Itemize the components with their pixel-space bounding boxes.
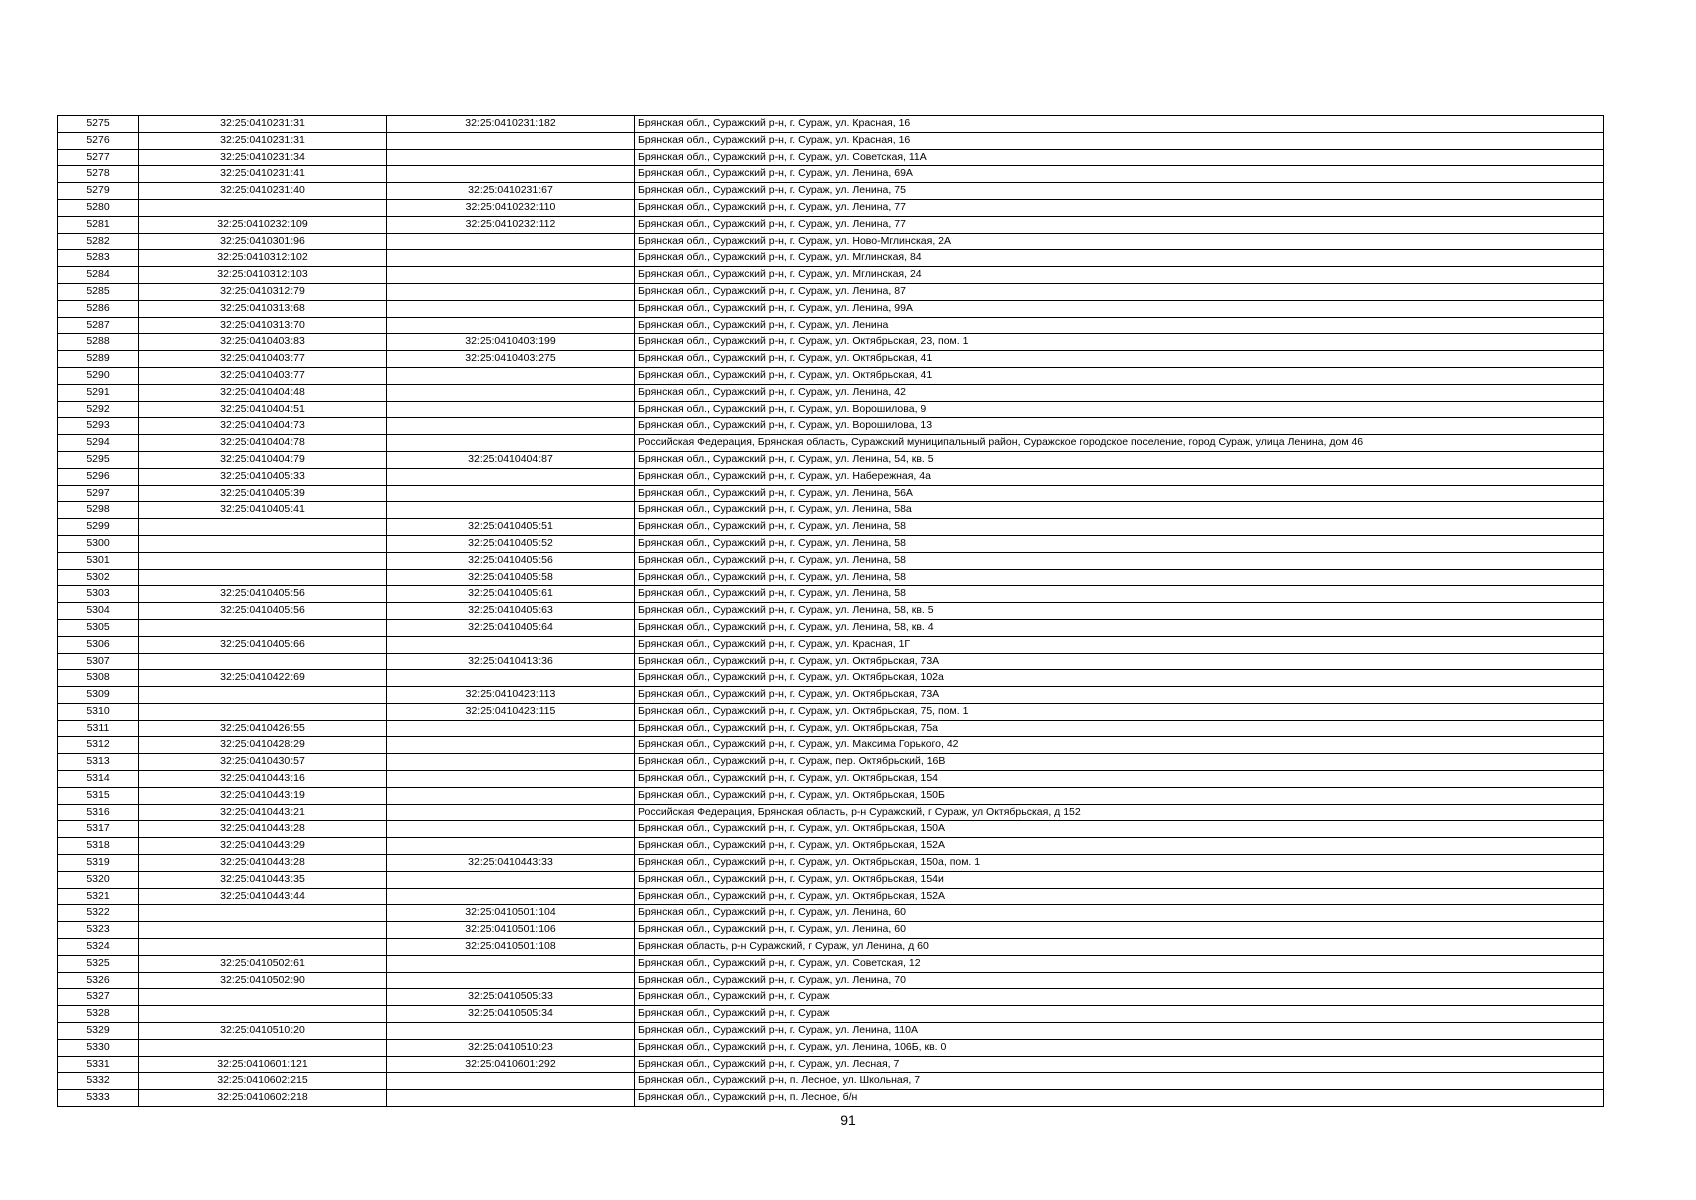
address-cell: Брянская обл., Суражский р-н, г. Сураж, ул. Ленина, 87 (635, 283, 1604, 300)
cadastral-number-cell (139, 703, 387, 720)
row-number-cell: 5327 (58, 989, 139, 1006)
table-row (58, 1006, 1604, 1023)
table-row (58, 502, 1604, 519)
table-row (58, 300, 1604, 317)
object-cadastral-number-cell (387, 821, 635, 838)
object-cadastral-number-cell (387, 771, 635, 788)
object-cadastral-number-cell (387, 418, 635, 435)
address-cell: Брянская обл., Суражский р-н, г. Сураж, пер. Октябрьский, 16В (635, 754, 1604, 771)
table-row (58, 955, 1604, 972)
cadastral-number-cell: 32:25:0410405:39 (139, 485, 387, 502)
address-cell: Брянская обл., Суражский р-н, г. Сураж, ул. Ворошилова, 9 (635, 401, 1604, 418)
cadastral-number-cell: 32:25:0410404:48 (139, 384, 387, 401)
table-row (58, 1090, 1604, 1107)
object-cadastral-number-cell (387, 401, 635, 418)
object-cadastral-number-cell: 32:25:0410423:113 (387, 687, 635, 704)
cadastral-number-cell: 32:25:0410430:57 (139, 754, 387, 771)
object-cadastral-number-cell (387, 317, 635, 334)
table-row (58, 267, 1604, 284)
row-number-cell: 5314 (58, 771, 139, 788)
address-cell: Брянская обл., Суражский р-н, г. Сураж, ул. Красная, 16 (635, 132, 1604, 149)
table-row (58, 1023, 1604, 1040)
table-row (58, 670, 1604, 687)
row-number-cell: 5321 (58, 888, 139, 905)
address-cell: Российская Федерация, Брянская область, Суражский муниципальный район, Суражское городское поселение, город Сураж, улица Ленина, дом 46 (635, 435, 1604, 452)
cadastral-number-cell: 32:25:0410404:78 (139, 435, 387, 452)
table-row (58, 720, 1604, 737)
object-cadastral-number-cell (387, 955, 635, 972)
table-row (58, 972, 1604, 989)
table-row (58, 552, 1604, 569)
table-row (58, 149, 1604, 166)
row-number-cell: 5315 (58, 787, 139, 804)
row-number-cell: 5275 (58, 116, 139, 133)
table-row (58, 603, 1604, 620)
object-cadastral-number-cell: 32:25:0410413:36 (387, 653, 635, 670)
cadastral-number-cell: 32:25:0410422:69 (139, 670, 387, 687)
address-cell: Брянская обл., Суражский р-н, г. Сураж, ул. Октябрьская, 152А (635, 838, 1604, 855)
table-row (58, 838, 1604, 855)
table-row (58, 1056, 1604, 1073)
object-cadastral-number-cell: 32:25:0410403:275 (387, 351, 635, 368)
object-cadastral-number-cell (387, 1073, 635, 1090)
address-cell: Брянская обл., Суражский р-н, г. Сураж, ул. Ленина, 58, кв. 4 (635, 619, 1604, 636)
table-row (58, 804, 1604, 821)
table-row (58, 485, 1604, 502)
object-cadastral-number-cell: 32:25:0410405:58 (387, 569, 635, 586)
object-cadastral-number-cell (387, 267, 635, 284)
address-cell: Брянская обл., Суражский р-н, г. Сураж, ул. Октябрьская, 150А (635, 821, 1604, 838)
address-cell: Брянская обл., Суражский р-н, п. Лесное, ул. Школьная, 7 (635, 1073, 1604, 1090)
object-cadastral-number-cell: 32:25:0410403:199 (387, 334, 635, 351)
address-cell: Брянская обл., Суражский р-н, г. Сураж (635, 1006, 1604, 1023)
address-cell: Брянская обл., Суражский р-н, г. Сураж, ул. Октябрьская, 152А (635, 888, 1604, 905)
row-number-cell: 5307 (58, 653, 139, 670)
row-number-cell: 5332 (58, 1073, 139, 1090)
table-row (58, 435, 1604, 452)
cadastral-number-cell: 32:25:0410404:79 (139, 451, 387, 468)
row-number-cell: 5283 (58, 250, 139, 267)
object-cadastral-number-cell: 32:25:0410231:67 (387, 183, 635, 200)
address-cell: Брянская обл., Суражский р-н, г. Сураж, ул. Октябрьская, 23, пом. 1 (635, 334, 1604, 351)
row-number-cell: 5305 (58, 619, 139, 636)
cadastral-number-cell: 32:25:0410510:20 (139, 1023, 387, 1040)
address-cell: Брянская обл., Суражский р-н, г. Сураж, ул. Октябрьская, 154и (635, 871, 1604, 888)
table-row (58, 619, 1604, 636)
row-number-cell: 5313 (58, 754, 139, 771)
address-cell: Брянская обл., Суражский р-н, п. Лесное, б/н (635, 1090, 1604, 1107)
cadastral-number-cell: 32:25:0410405:56 (139, 603, 387, 620)
row-number-cell: 5295 (58, 451, 139, 468)
row-number-cell: 5330 (58, 1039, 139, 1056)
row-number-cell: 5316 (58, 804, 139, 821)
object-cadastral-number-cell (387, 737, 635, 754)
table-row (58, 384, 1604, 401)
table-row (58, 569, 1604, 586)
table-row (58, 334, 1604, 351)
address-cell: Брянская обл., Суражский р-н, г. Сураж, ул. Ленина, 42 (635, 384, 1604, 401)
address-cell: Брянская обл., Суражский р-н, г. Сураж, ул. Ленина, 58 (635, 586, 1604, 603)
row-number-cell: 5312 (58, 737, 139, 754)
table-row (58, 233, 1604, 250)
cadastral-number-cell: 32:25:0410405:33 (139, 468, 387, 485)
cadastral-number-cell (139, 922, 387, 939)
address-cell: Брянская обл., Суражский р-н, г. Сураж, ул. Октябрьская, 75а (635, 720, 1604, 737)
object-cadastral-number-cell: 32:25:0410405:51 (387, 519, 635, 536)
address-cell: Брянская обл., Суражский р-н, г. Сураж, ул. Октябрьская, 73А (635, 653, 1604, 670)
row-number-cell: 5333 (58, 1090, 139, 1107)
row-number-cell: 5302 (58, 569, 139, 586)
address-cell: Брянская обл., Суражский р-н, г. Сураж, ул. Ленина, 58 (635, 552, 1604, 569)
row-number-cell: 5328 (58, 1006, 139, 1023)
object-cadastral-number-cell (387, 367, 635, 384)
object-cadastral-number-cell: 32:25:0410232:110 (387, 199, 635, 216)
row-number-cell: 5279 (58, 183, 139, 200)
table-row (58, 283, 1604, 300)
row-number-cell: 5277 (58, 149, 139, 166)
table-row (58, 871, 1604, 888)
table-row (58, 519, 1604, 536)
object-cadastral-number-cell: 32:25:0410505:34 (387, 1006, 635, 1023)
cadastral-number-cell: 32:25:0410312:102 (139, 250, 387, 267)
cadastral-number-cell: 32:25:0410231:40 (139, 183, 387, 200)
row-number-cell: 5280 (58, 199, 139, 216)
row-number-cell: 5285 (58, 283, 139, 300)
object-cadastral-number-cell (387, 166, 635, 183)
cadastral-number-cell: 32:25:0410443:19 (139, 787, 387, 804)
cadastral-number-cell: 32:25:0410313:68 (139, 300, 387, 317)
address-cell: Брянская обл., Суражский р-н, г. Сураж, ул. Ленина, 54, кв. 5 (635, 451, 1604, 468)
address-cell: Брянская обл., Суражский р-н, г. Сураж, ул. Октябрьская, 75, пом. 1 (635, 703, 1604, 720)
address-cell: Брянская обл., Суражский р-н, г. Сураж, ул. Ленина, 77 (635, 216, 1604, 233)
cadastral-number-cell: 32:25:0410405:66 (139, 636, 387, 653)
object-cadastral-number-cell (387, 283, 635, 300)
table-row (58, 1039, 1604, 1056)
cadastral-number-cell: 32:25:0410231:31 (139, 132, 387, 149)
address-cell: Брянская обл., Суражский р-н, г. Сураж, ул. Ленина, 58, кв. 5 (635, 603, 1604, 620)
address-cell: Брянская обл., Суражский р-н, г. Сураж, ул. Ленина, 106Б, кв. 0 (635, 1039, 1604, 1056)
table-row (58, 636, 1604, 653)
row-number-cell: 5287 (58, 317, 139, 334)
object-cadastral-number-cell: 32:25:0410404:87 (387, 451, 635, 468)
object-cadastral-number-cell: 32:25:0410501:108 (387, 939, 635, 956)
cadastral-number-cell: 32:25:0410301:96 (139, 233, 387, 250)
row-number-cell: 5323 (58, 922, 139, 939)
object-cadastral-number-cell (387, 250, 635, 267)
cadastral-number-cell: 32:25:0410443:16 (139, 771, 387, 788)
cadastral-number-cell (139, 905, 387, 922)
row-number-cell: 5329 (58, 1023, 139, 1040)
table-row (58, 703, 1604, 720)
row-number-cell: 5298 (58, 502, 139, 519)
object-cadastral-number-cell (387, 804, 635, 821)
address-cell: Брянская обл., Суражский р-н, г. Сураж, ул. Ленина, 110А (635, 1023, 1604, 1040)
table-row (58, 367, 1604, 384)
address-cell: Брянская обл., Суражский р-н, г. Сураж, ул. Набережная, 4а (635, 468, 1604, 485)
cadastral-number-cell: 32:25:0410443:29 (139, 838, 387, 855)
cadastral-number-cell (139, 619, 387, 636)
address-cell: Брянская обл., Суражский р-н, г. Сураж, ул. Октябрьская, 41 (635, 367, 1604, 384)
object-cadastral-number-cell (387, 384, 635, 401)
cadastral-number-cell: 32:25:0410231:31 (139, 116, 387, 133)
cadastral-number-cell (139, 552, 387, 569)
table-row (58, 250, 1604, 267)
object-cadastral-number-cell (387, 720, 635, 737)
address-cell: Брянская обл., Суражский р-н, г. Сураж, ул. Ленина, 69А (635, 166, 1604, 183)
row-number-cell: 5297 (58, 485, 139, 502)
address-cell: Брянская обл., Суражский р-н, г. Сураж, ул. Октябрьская, 102а (635, 670, 1604, 687)
table-row (58, 166, 1604, 183)
row-number-cell: 5326 (58, 972, 139, 989)
page-number: 91 (840, 1112, 856, 1128)
table-row (58, 317, 1604, 334)
row-number-cell: 5281 (58, 216, 139, 233)
table-row (58, 468, 1604, 485)
row-number-cell: 5299 (58, 519, 139, 536)
row-number-cell: 5286 (58, 300, 139, 317)
cadastral-number-cell: 32:25:0410502:61 (139, 955, 387, 972)
row-number-cell: 5319 (58, 855, 139, 872)
row-number-cell: 5303 (58, 586, 139, 603)
object-cadastral-number-cell: 32:25:0410423:115 (387, 703, 635, 720)
row-number-cell: 5300 (58, 535, 139, 552)
row-number-cell: 5294 (58, 435, 139, 452)
object-cadastral-number-cell (387, 502, 635, 519)
table-row (58, 905, 1604, 922)
object-cadastral-number-cell: 32:25:0410232:112 (387, 216, 635, 233)
row-number-cell: 5322 (58, 905, 139, 922)
address-cell: Брянская обл., Суражский р-н, г. Сураж, ул. Октябрьская, 41 (635, 351, 1604, 368)
row-number-cell: 5296 (58, 468, 139, 485)
table-row (58, 199, 1604, 216)
address-cell: Брянская обл., Суражский р-н, г. Сураж, ул. Ленина, 99А (635, 300, 1604, 317)
address-cell: Брянская обл., Суражский р-н, г. Сураж, ул. Октябрьская, 73А (635, 687, 1604, 704)
table-row (58, 132, 1604, 149)
table-row (58, 586, 1604, 603)
cadastral-number-cell (139, 199, 387, 216)
cadastral-number-cell: 32:25:0410405:41 (139, 502, 387, 519)
row-number-cell: 5289 (58, 351, 139, 368)
table-row (58, 653, 1604, 670)
object-cadastral-number-cell (387, 468, 635, 485)
address-cell: Брянская обл., Суражский р-н, г. Сураж, ул. Ленина, 58 (635, 569, 1604, 586)
row-number-cell: 5284 (58, 267, 139, 284)
cadastral-number-cell: 32:25:0410443:28 (139, 821, 387, 838)
address-cell: Брянская область, р-н Суражский, г Сураж, ул Ленина, д 60 (635, 939, 1604, 956)
address-cell: Брянская обл., Суражский р-н, г. Сураж, ул. Ленина, 58 (635, 535, 1604, 552)
cadastral-number-cell (139, 989, 387, 1006)
object-cadastral-number-cell: 32:25:0410405:64 (387, 619, 635, 636)
address-cell: Брянская обл., Суражский р-н, г. Сураж, ул. Ленина, 60 (635, 922, 1604, 939)
object-cadastral-number-cell (387, 1023, 635, 1040)
row-number-cell: 5304 (58, 603, 139, 620)
row-number-cell: 5331 (58, 1056, 139, 1073)
cadastral-number-cell (139, 687, 387, 704)
row-number-cell: 5288 (58, 334, 139, 351)
cadastral-number-cell (139, 535, 387, 552)
cadastral-number-cell: 32:25:0410602:218 (139, 1090, 387, 1107)
cadastral-number-cell: 32:25:0410502:90 (139, 972, 387, 989)
table-row (58, 687, 1604, 704)
object-cadastral-number-cell: 32:25:0410501:104 (387, 905, 635, 922)
table-row (58, 888, 1604, 905)
object-cadastral-number-cell (387, 754, 635, 771)
row-number-cell: 5292 (58, 401, 139, 418)
cadastral-number-cell (139, 569, 387, 586)
cadastral-number-cell: 32:25:0410403:83 (139, 334, 387, 351)
row-number-cell: 5306 (58, 636, 139, 653)
table-row (58, 183, 1604, 200)
object-cadastral-number-cell: 32:25:0410231:182 (387, 116, 635, 133)
cadastral-number-cell: 32:25:0410312:103 (139, 267, 387, 284)
row-number-cell: 5318 (58, 838, 139, 855)
address-cell: Брянская обл., Суражский р-н, г. Сураж, ул. Советская, 12 (635, 955, 1604, 972)
cadastral-number-cell: 32:25:0410404:51 (139, 401, 387, 418)
cadastral-number-cell (139, 653, 387, 670)
object-cadastral-number-cell (387, 888, 635, 905)
row-number-cell: 5293 (58, 418, 139, 435)
object-cadastral-number-cell (387, 435, 635, 452)
object-cadastral-number-cell (387, 838, 635, 855)
cadastral-number-cell: 32:25:0410426:55 (139, 720, 387, 737)
object-cadastral-number-cell (387, 149, 635, 166)
object-cadastral-number-cell (387, 670, 635, 687)
address-cell: Брянская обл., Суражский р-н, г. Сураж, ул. Ленина, 77 (635, 199, 1604, 216)
cadastral-number-cell (139, 1006, 387, 1023)
registry-table-body (58, 116, 1604, 1107)
table-row (58, 989, 1604, 1006)
table-row (58, 855, 1604, 872)
table-row (58, 216, 1604, 233)
object-cadastral-number-cell: 32:25:0410405:61 (387, 586, 635, 603)
table-row (58, 1073, 1604, 1090)
object-cadastral-number-cell (387, 132, 635, 149)
object-cadastral-number-cell (387, 485, 635, 502)
cadastral-number-cell: 32:25:0410403:77 (139, 367, 387, 384)
table-row (58, 771, 1604, 788)
cadastral-number-cell: 32:25:0410601:121 (139, 1056, 387, 1073)
address-cell: Брянская обл., Суражский р-н, г. Сураж, ул. Ленина, 60 (635, 905, 1604, 922)
row-number-cell: 5311 (58, 720, 139, 737)
address-cell: Брянская обл., Суражский р-н, г. Сураж, ул. Ленина, 58а (635, 502, 1604, 519)
address-cell: Брянская обл., Суражский р-н, г. Сураж (635, 989, 1604, 1006)
cadastral-number-cell (139, 1039, 387, 1056)
object-cadastral-number-cell: 32:25:0410405:52 (387, 535, 635, 552)
table-row (58, 535, 1604, 552)
cadastral-number-cell: 32:25:0410403:77 (139, 351, 387, 368)
cadastral-number-cell: 32:25:0410232:109 (139, 216, 387, 233)
object-cadastral-number-cell: 32:25:0410405:56 (387, 552, 635, 569)
address-cell: Брянская обл., Суражский р-н, г. Сураж, ул. Лесная, 7 (635, 1056, 1604, 1073)
cadastral-number-cell: 32:25:0410443:35 (139, 871, 387, 888)
address-cell: Брянская обл., Суражский р-н, г. Сураж, ул. Октябрьская, 154 (635, 771, 1604, 788)
object-cadastral-number-cell: 32:25:0410443:33 (387, 855, 635, 872)
table-row (58, 401, 1604, 418)
table-row (58, 116, 1604, 133)
address-cell: Брянская обл., Суражский р-н, г. Сураж, ул. Ворошилова, 13 (635, 418, 1604, 435)
cadastral-number-cell: 32:25:0410404:73 (139, 418, 387, 435)
object-cadastral-number-cell: 32:25:0410501:106 (387, 922, 635, 939)
row-number-cell: 5320 (58, 871, 139, 888)
table-row (58, 737, 1604, 754)
registry-table (57, 115, 1604, 1107)
address-cell: Брянская обл., Суражский р-н, г. Сураж, ул. Красная, 16 (635, 116, 1604, 133)
address-cell: Брянская обл., Суражский р-н, г. Сураж, ул. Ленина, 70 (635, 972, 1604, 989)
table-row (58, 418, 1604, 435)
row-number-cell: 5290 (58, 367, 139, 384)
object-cadastral-number-cell (387, 787, 635, 804)
cadastral-number-cell: 32:25:0410602:215 (139, 1073, 387, 1090)
address-cell: Брянская обл., Суражский р-н, г. Сураж, ул. Ленина (635, 317, 1604, 334)
object-cadastral-number-cell (387, 233, 635, 250)
address-cell: Брянская обл., Суражский р-н, г. Сураж, ул. Октябрьская, 150а, пом. 1 (635, 855, 1604, 872)
object-cadastral-number-cell (387, 972, 635, 989)
object-cadastral-number-cell: 32:25:0410405:63 (387, 603, 635, 620)
cadastral-number-cell: 32:25:0410312:79 (139, 283, 387, 300)
cadastral-number-cell: 32:25:0410443:21 (139, 804, 387, 821)
address-cell: Брянская обл., Суражский р-н, г. Сураж, ул. Мглинская, 84 (635, 250, 1604, 267)
row-number-cell: 5278 (58, 166, 139, 183)
table-row (58, 754, 1604, 771)
cadastral-number-cell: 32:25:0410443:28 (139, 855, 387, 872)
table-row (58, 787, 1604, 804)
object-cadastral-number-cell (387, 636, 635, 653)
row-number-cell: 5301 (58, 552, 139, 569)
address-cell: Брянская обл., Суражский р-н, г. Сураж, ул. Октябрьская, 150Б (635, 787, 1604, 804)
cadastral-number-cell (139, 519, 387, 536)
table-row (58, 451, 1604, 468)
cadastral-number-cell (139, 939, 387, 956)
address-cell: Брянская обл., Суражский р-н, г. Сураж, ул. Мглинская, 24 (635, 267, 1604, 284)
cadastral-number-cell: 32:25:0410428:29 (139, 737, 387, 754)
table-row (58, 922, 1604, 939)
address-cell: Брянская обл., Суражский р-н, г. Сураж, ул. Ново-Мглинская, 2А (635, 233, 1604, 250)
address-cell: Брянская обл., Суражский р-н, г. Сураж, ул. Максима Горького, 42 (635, 737, 1604, 754)
address-cell: Российская Федерация, Брянская область, р-н Суражский, г Сураж, ул Октябрьская, д 152 (635, 804, 1604, 821)
table-row (58, 351, 1604, 368)
object-cadastral-number-cell: 32:25:0410505:33 (387, 989, 635, 1006)
address-cell: Брянская обл., Суражский р-н, г. Сураж, ул. Ленина, 75 (635, 183, 1604, 200)
object-cadastral-number-cell (387, 300, 635, 317)
row-number-cell: 5309 (58, 687, 139, 704)
address-cell: Брянская обл., Суражский р-н, г. Сураж, ул. Ленина, 56А (635, 485, 1604, 502)
table-row (58, 821, 1604, 838)
row-number-cell: 5291 (58, 384, 139, 401)
object-cadastral-number-cell (387, 871, 635, 888)
row-number-cell: 5308 (58, 670, 139, 687)
table-row (58, 939, 1604, 956)
object-cadastral-number-cell: 32:25:0410601:292 (387, 1056, 635, 1073)
row-number-cell: 5324 (58, 939, 139, 956)
cadastral-number-cell: 32:25:0410231:34 (139, 149, 387, 166)
cadastral-number-cell: 32:25:0410443:44 (139, 888, 387, 905)
row-number-cell: 5310 (58, 703, 139, 720)
row-number-cell: 5282 (58, 233, 139, 250)
cadastral-number-cell: 32:25:0410231:41 (139, 166, 387, 183)
cadastral-number-cell: 32:25:0410313:70 (139, 317, 387, 334)
object-cadastral-number-cell: 32:25:0410510:23 (387, 1039, 635, 1056)
row-number-cell: 5276 (58, 132, 139, 149)
address-cell: Брянская обл., Суражский р-н, г. Сураж, ул. Красная, 1Г (635, 636, 1604, 653)
object-cadastral-number-cell (387, 1090, 635, 1107)
address-cell: Брянская обл., Суражский р-н, г. Сураж, ул. Ленина, 58 (635, 519, 1604, 536)
cadastral-number-cell: 32:25:0410405:56 (139, 586, 387, 603)
address-cell: Брянская обл., Суражский р-н, г. Сураж, ул. Советская, 11А (635, 149, 1604, 166)
row-number-cell: 5317 (58, 821, 139, 838)
row-number-cell: 5325 (58, 955, 139, 972)
